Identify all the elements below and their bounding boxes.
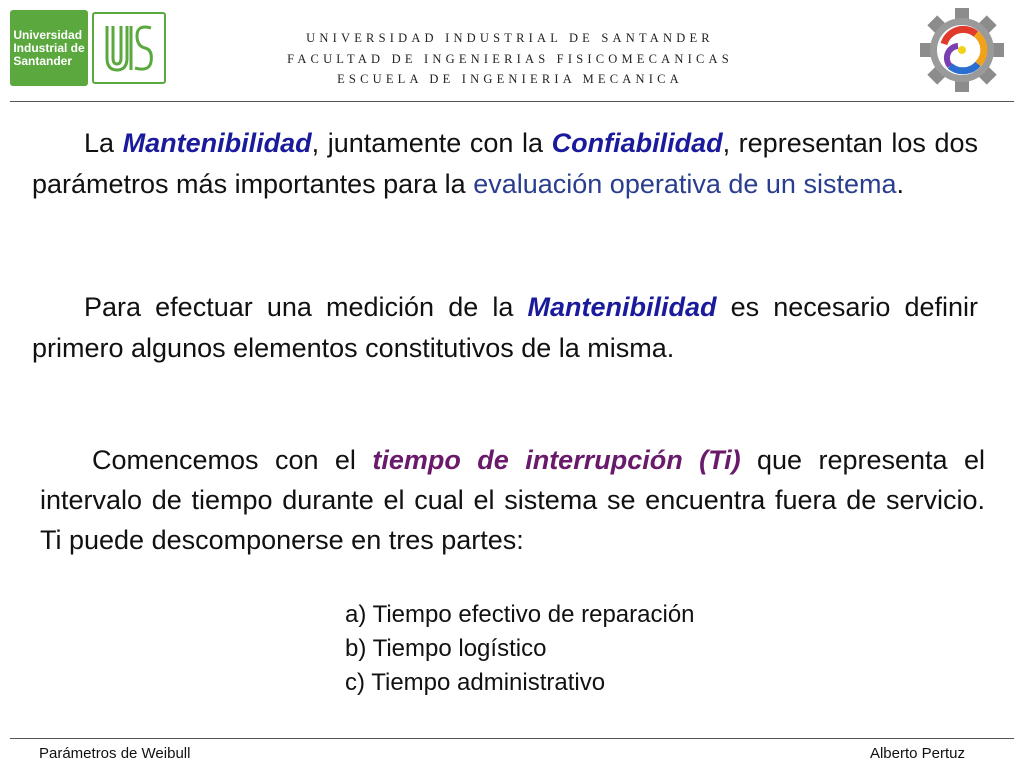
- header-divider: [10, 101, 1014, 102]
- footer-course-title: Parámetros de Weibull: [39, 745, 191, 762]
- list-item: b) Tiempo logístico: [345, 635, 547, 662]
- uis-monogram-icon: [101, 18, 157, 78]
- university-logo-line: Santander: [13, 53, 73, 68]
- university-logo: [10, 10, 88, 86]
- mechanical-engineering-logo: [918, 6, 1006, 94]
- paragraph-downtime: [40, 440, 985, 560]
- list-item: a) Tiempo efectivo de reparación: [345, 601, 695, 628]
- emphasis-maintainability: Mantenibilidad: [527, 292, 717, 322]
- list-item: c) Tiempo administrativo: [345, 669, 606, 696]
- text: Para efectuar una medición de la: [84, 292, 528, 322]
- phrase-operational-evaluation: evaluación operativa de un sistema: [473, 169, 897, 199]
- emphasis-downtime: tiempo de interrupción (Ti): [372, 445, 741, 475]
- paragraph-maintainability-intro: [32, 123, 978, 205]
- emphasis-reliability: Confiabilidad: [551, 128, 723, 158]
- text: La: [84, 128, 123, 158]
- text: que representa el intervalo de tiempo durante el cual el sistema se encuentra fuera de servicio. Ti puede descomponerse en tres partes:: [40, 445, 985, 555]
- text: .: [896, 169, 904, 199]
- university-logo-line: Industrial de: [13, 40, 85, 55]
- header-school: ESCUELA DE INGENIERIA MECANICA: [337, 72, 683, 86]
- footer-author: Alberto Pertuz: [869, 745, 965, 762]
- text: es necesario definir primero algunos elementos constitutivos de la misma.: [32, 292, 978, 363]
- paragraph-measurement: [32, 287, 978, 369]
- footer-divider: [10, 738, 1014, 739]
- gear-swirl-icon: [918, 6, 1006, 94]
- text: , juntamente con la: [311, 128, 552, 158]
- header-faculty: FACULTAD DE INGENIERIAS FISICOMECANICAS: [287, 51, 733, 66]
- text: Comencemos con el: [92, 445, 373, 475]
- header-university: UNIVERSIDAD INDUSTRIAL DE SANTANDER: [306, 31, 714, 45]
- university-logo-line: Universidad: [13, 27, 83, 42]
- downtime-components-list: [345, 598, 695, 700]
- institution-header: [240, 28, 780, 90]
- emphasis-maintainability: Mantenibilidad: [122, 128, 312, 158]
- uis-logo: [92, 12, 166, 84]
- text: , representan los dos parámetros más importantes para la: [32, 128, 978, 199]
